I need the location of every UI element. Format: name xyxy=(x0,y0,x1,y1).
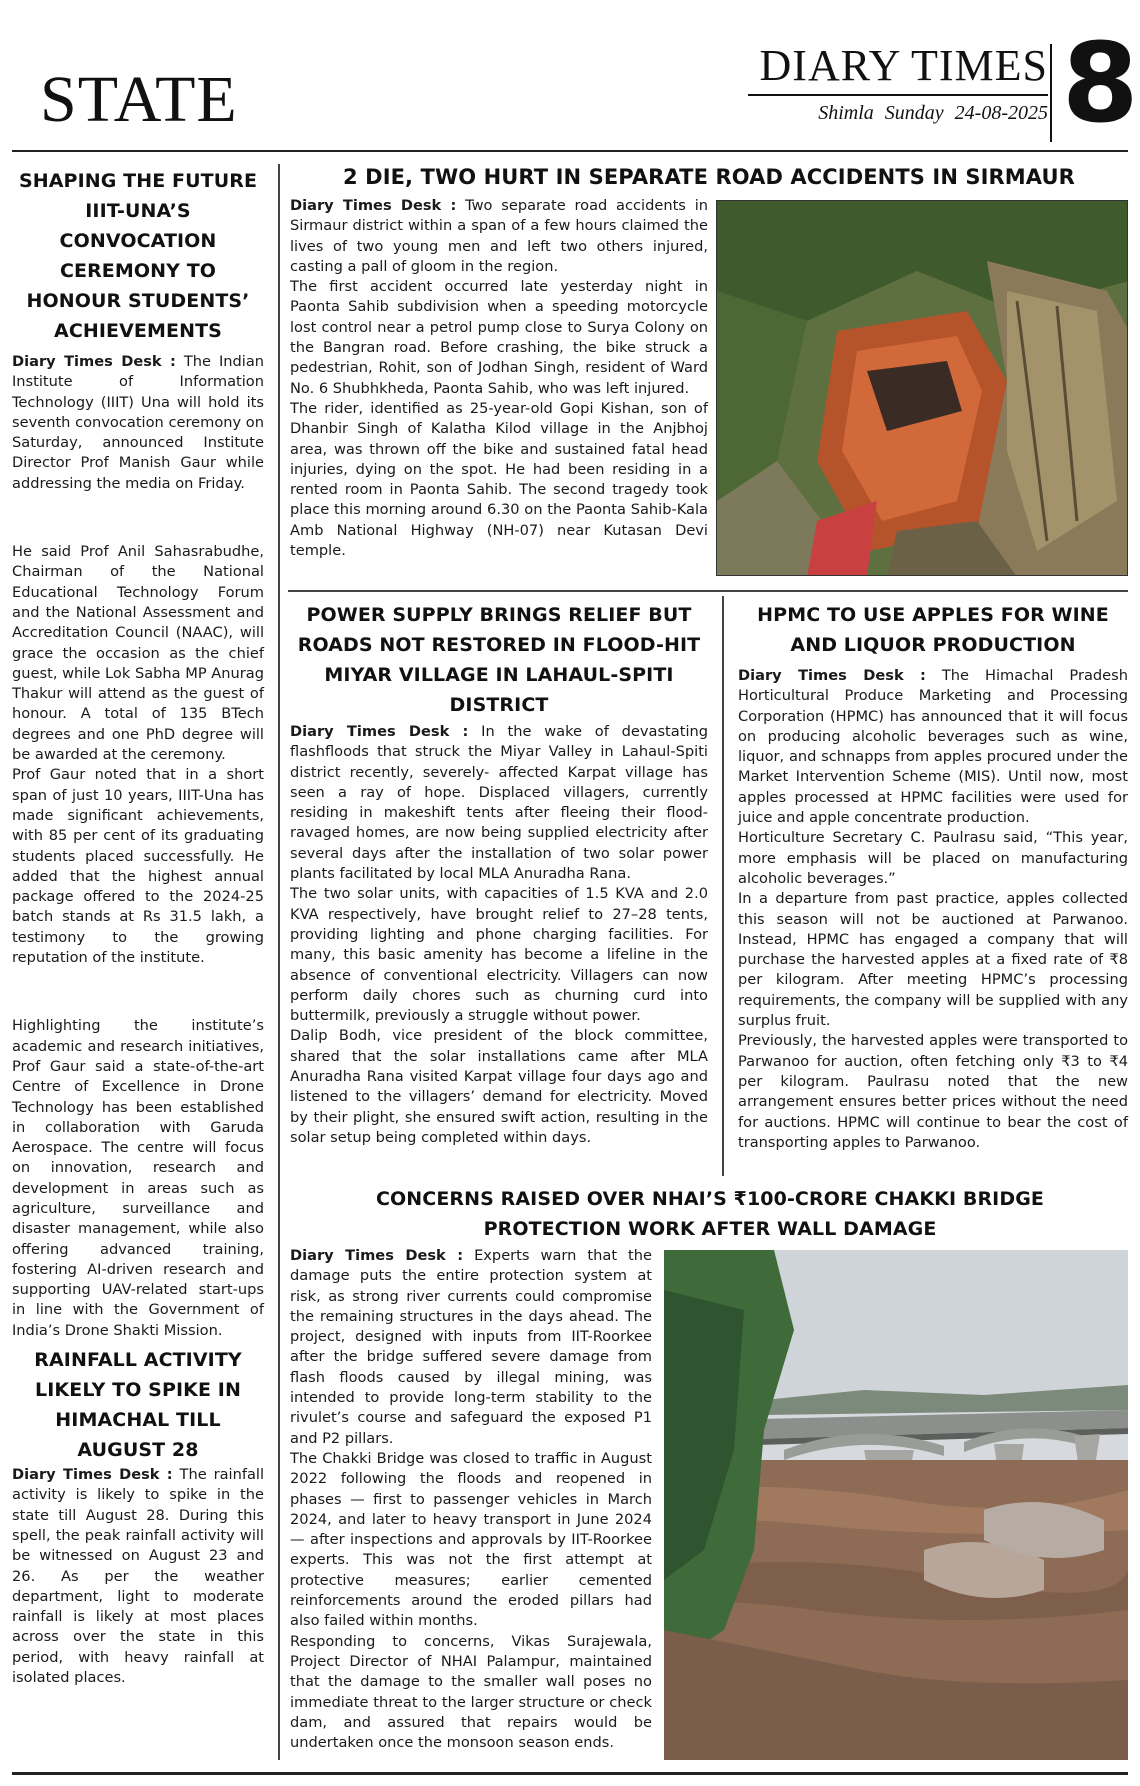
bridge-illustration xyxy=(664,1250,1128,1760)
power-headline: POWER SUPPLY BRINGS RELIEF BUT ROADS NOT RESTORED IN FLOOD-HIT MIYAR VILLAGE IN LAHAUL-SPITI DISTRICT xyxy=(297,604,701,716)
hpmc-column xyxy=(738,600,1128,1153)
header-rule xyxy=(12,150,1128,152)
power-paragraph: The two solar units, with capacities of 1.5 KVA and 2.0 KVA respectively, have brought relief to 27–28 tents, providing lighting and phone charging facilities. For many, this basic amenity has become a lifeline in the absence of conventional electricity. Villagers can now perform daily chores such as churning curd into buttermilk, previously a struggle without power. xyxy=(290,885,708,1025)
rainfall-byline: Diary Times Desk : xyxy=(12,1466,173,1484)
masthead xyxy=(748,42,1048,125)
sirmaur-lead: Two separate road accidents in Sirmaur district within a span of a few hours claimed the lives of two young men and left two others injured, casting a pall of gloom in the region. xyxy=(290,197,708,275)
sirmaur-paragraph: The first accident occurred late yesterday night in Paonta Sahib subdivision when a speeding motorcycle lost control near a petrol pump close to Surya Colony on the Bangran road. Before crashing, the bike struck a pedestrian, Rohit, son of Jodhan Singh, resident of Ward No. 6 Shubhkheda, Paonta Sahib, who was left injured. xyxy=(290,278,708,397)
dateline xyxy=(748,102,1048,125)
chakki-headline-wrap xyxy=(340,1184,1080,1244)
column-divider-left xyxy=(278,164,280,1760)
section-title: STATE xyxy=(40,63,238,136)
chakki-article-body xyxy=(290,1246,652,1753)
iiit-paragraph: Highlighting the institute’s academic and research initiatives, Prof Gaur said a state-of-the-art Centre of Excellence in Drone Technology has been established in collaboration with Garuda Aerospace. The centre will focus on innovation, research and development in areas such as agriculture, surveillance and disaster management, while also offering advanced training, fostering AI-driven research and supporting UAV-related start-ups in line with the Government of India’s Drone Shakti Mission. xyxy=(12,1017,264,1339)
masthead-rule xyxy=(748,94,1048,96)
dateline-date: 24-08-2025 xyxy=(954,102,1048,125)
column-divider-mid xyxy=(722,596,724,1176)
hpmc-paragraph: Horticulture Secretary C. Paulrasu said, “This year, more emphasis will be placed on manufacturing alcoholic beverages.” xyxy=(738,829,1128,887)
sirmaur-paragraph: The rider, identified as 25-year-old Gopi Kishan, son of Dhanbir Singh of Kalatha Kilod village in the Anjbhoj area, was thrown off the bike and sustained fatal head injuries, dying on the spot. He had been residing in a rented room in Paonta Sahib. The second tragedy took place this morning around 6.30 on the Paonta Sahib-Kala Amb National Highway (NH-07) near Kutasan Devi temple. xyxy=(290,399,708,560)
hpmc-headline: HPMC TO USE APPLES FOR WINE AND LIQUOR PRODUCTION xyxy=(757,604,1109,656)
iiit-byline: Diary Times Desk : xyxy=(12,353,176,370)
paper-name: DIARY TIMES xyxy=(759,41,1048,90)
footer-rule xyxy=(12,1772,1128,1775)
sirmaur-article-body xyxy=(290,196,708,561)
hpmc-lead: The Himachal Pradesh Horticultural Produce Marketing and Processing Corporation (HPMC) has announced that it will focus on producing alcoholic beverages such as wine, liquor, and schnapps from apples procured under the Market Intervention Scheme (MIS). Until now, most apples processed at HPMC facilities were used for juice and apple concentrate production. xyxy=(738,667,1129,827)
iiit-paragraph: He said Prof Anil Sahasrabudhe, Chairman of the National Educational Technology Forum and the National Assessment and Accreditation Council (NAAC), will grace the occasion as the chief guest, while Lok Sabha MP Anurag Thakur will attend as the guest of honour. A total of 135 BTech degrees and one PhD degree will be awarded at the ceremony. xyxy=(12,543,264,764)
chakki-headline: CONCERNS RAISED OVER NHAI’S ₹100-CRORE CHAKKI BRIDGE PROTECTION WORK AFTER WALL DAMAGE xyxy=(376,1188,1044,1240)
power-paragraph: Dalip Bodh, vice president of the block committee, shared that the solar installations came after MLA Anuradha Rana visited Karpat village four days ago and listened to the villagers’ demand for electricity. Moved by their plight, she ensured swift action, resulting in the solar setup being completed within days. xyxy=(290,1027,708,1146)
chakki-lead: Experts warn that the damage puts the entire protection system at risk, as strong river currents could compromise the remaining structures in the days ahead. The project, designed with inputs from IIT-Roorkee after the bridge suffered severe damage from flash floods caused by illegal mining, was intended to provide long-term stability to the rivulet’s course and safeguard the exposed P1 and P2 pillars. xyxy=(290,1247,653,1447)
dateline-day: Sunday xyxy=(884,102,944,125)
sirmaur-headline: 2 DIE, TWO HURT IN SEPARATE ROAD ACCIDENTS IN SIRMAUR xyxy=(343,165,1075,189)
power-byline: Diary Times Desk : xyxy=(290,723,469,740)
iiit-headline: SHAPING THE FUTURE IIIT-UNA’S CONVOCATION CEREMONY TO HONOUR STUDENTS’ ACHIEVEMENTS xyxy=(18,170,258,342)
accident-photo xyxy=(716,200,1128,576)
hpmc-article-body xyxy=(738,666,1128,1153)
bridge-photo xyxy=(664,1250,1128,1760)
hpmc-byline: Diary Times Desk : xyxy=(738,667,926,684)
power-article-body xyxy=(290,722,708,1148)
iiit-paragraph: Prof Gaur noted that in a short span of just 10 years, IIIT-Una has made significant achievements, with 85 per cent of its graduating students placed successfully. He added that the highest annual package offered to the 2024-25 batch stands at Rs 31.5 lakh, a testimony to the growing reputation of the institute. xyxy=(12,766,264,967)
hpmc-paragraph: Previously, the harvested apples were transported to Parwanoo for auction, often fetching only ₹3 to ₹4 per kilogram. Paulrasu noted that the new arrangement ensures better prices without the need for auctions. HPMC will continue to bear the cost of transporting apples to Parwanoo. xyxy=(738,1032,1128,1151)
rainfall-headline: RAINFALL ACTIVITY LIKELY TO SPIKE IN HIMACHAL TILL AUGUST 28 xyxy=(34,1349,242,1462)
dateline-city: Shimla xyxy=(818,102,874,125)
chakki-paragraph: The Chakki Bridge was closed to traffic in August 2022 following the floods and reopened in phases — first to passenger vehicles in March 2024, and later to heavy transport in June 2024 — after inspections and approvals by IIT-Roorkee experts. This was not the first attempt at protective measures; earlier cemented reinforcements around the eroded pillars had also failed within months. xyxy=(290,1449,652,1630)
left-column xyxy=(12,166,264,1688)
row-divider xyxy=(288,590,1128,592)
chakki-paragraph: Responding to concerns, Vikas Surajewala, Project Director of NHAI Palampur, maintained that the damage to the smaller wall poses no immediate threat to the larger structure or check dam, and assured that repairs would be undertaken once the monsoon season ends. xyxy=(290,1632,652,1752)
power-column xyxy=(290,600,708,1148)
iiit-lead: The Indian Institute of Information Technology (IIIT) Una will hold its seventh convocation ceremony on Saturday, announced Institute Director Prof Manish Gaur while addressing the media on Friday. xyxy=(12,353,265,492)
sirmaur-byline: Diary Times Desk : xyxy=(290,197,457,214)
rainfall-article-body xyxy=(12,1465,264,1688)
page-number: 8 xyxy=(1062,19,1139,147)
sirmaur-headline-wrap xyxy=(290,162,1128,192)
masthead-divider xyxy=(1050,44,1052,142)
wrecked-vehicle-illustration xyxy=(717,201,1128,576)
chakki-byline: Diary Times Desk : xyxy=(290,1247,464,1264)
power-lead: In the wake of devastating flashfloods that struck the Miyar Valley in Lahaul-Spiti district recently, severely- affected Karpat village has seen a ray of hope. Displaced villagers, currently residing in makeshift tents after fleeing their flood-ravaged homes, are now being supplied electricity after several days after the installation of two solar power plants facilitated by local MLA Anuradha Rana. xyxy=(290,723,709,883)
iiit-article-body xyxy=(12,352,264,1341)
rainfall-lead: The rainfall activity is likely to spike in the state till August 28. During this spell, the peak rainfall activity will be witnessed on August 23 and 26. As per the weather department, light to moderate rainfall is likely at most places across over the state in this period, with heavy rainfall at isolated places. xyxy=(12,1466,265,1687)
hpmc-paragraph: In a departure from past practice, apples collected this season will not be auctioned at Parwanoo. Instead, HPMC has engaged a company that will purchase the harvested apples at a fixed rate of ₹8 per kilogram. After meeting HPMC’s processing requirements, the company will be supplied with any surplus fruit. xyxy=(738,890,1128,1030)
